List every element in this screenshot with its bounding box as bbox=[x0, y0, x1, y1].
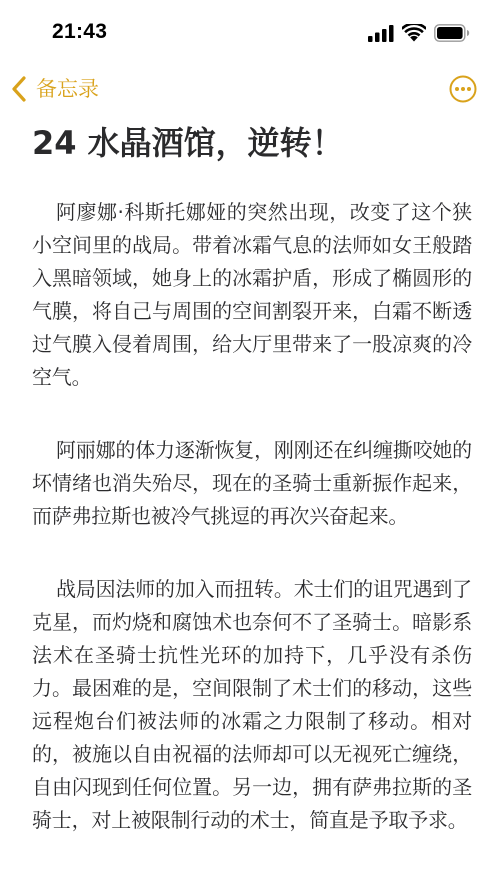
status-bar bbox=[0, 0, 500, 62]
status-icons bbox=[368, 22, 470, 44]
back-label: 备忘录 bbox=[36, 77, 99, 101]
note-paragraph[interactable]: 战局因法师的加入而扭转。术士们的诅咒遇到了克星，而灼烧和腐蚀术也奈何不了圣骑士。暗影系法术在圣骑士抗性光环的加持下，几乎没有杀伤力。最困难的是，空间限制了术士们的移动，这些远程炮台们被法师的冰霜之力限制了移动。相对的，被施以自由祝福的法师却可以无视死亡缠绕，自由闪现到任何位置。另一边，拥有萨弗拉斯的圣骑士，对上被限制行动的术士，简直是予取予求。 bbox=[32, 577, 472, 832]
signal-icon bbox=[368, 24, 394, 42]
battery-icon bbox=[434, 24, 470, 42]
wifi-icon bbox=[402, 24, 426, 42]
note-paragraph[interactable]: 阿丽娜的体力逐渐恢复，刚刚还在纠缠撕咬她的坏情绪也消失殆尽，现在的圣骑士重新振作起来，而萨弗拉斯也被冷气挑逗的再次兴奋起来。 bbox=[32, 438, 472, 528]
navigation-bar bbox=[0, 66, 500, 112]
note-body[interactable] bbox=[32, 196, 472, 877]
note-title[interactable]: 24 水晶酒馆，逆转！ bbox=[32, 124, 344, 162]
note-paragraph[interactable]: 阿廖娜·科斯托娜娅的突然出现，改变了这个狭小空间里的战局。带着冰霜气息的法师如女王般踏入黑暗领域，她身上的冰霜护盾，形成了椭圆形的气膜，将自己与周围的空间割裂开来，白霜不断透过气膜入侵着周围，给大厅里带来了一股凉爽的冷空气。 bbox=[32, 200, 472, 389]
chevron-left-icon bbox=[10, 76, 28, 102]
more-ellipsis-icon[interactable] bbox=[448, 74, 478, 104]
status-time: 21:43 bbox=[52, 20, 108, 43]
back-button[interactable] bbox=[10, 72, 99, 106]
